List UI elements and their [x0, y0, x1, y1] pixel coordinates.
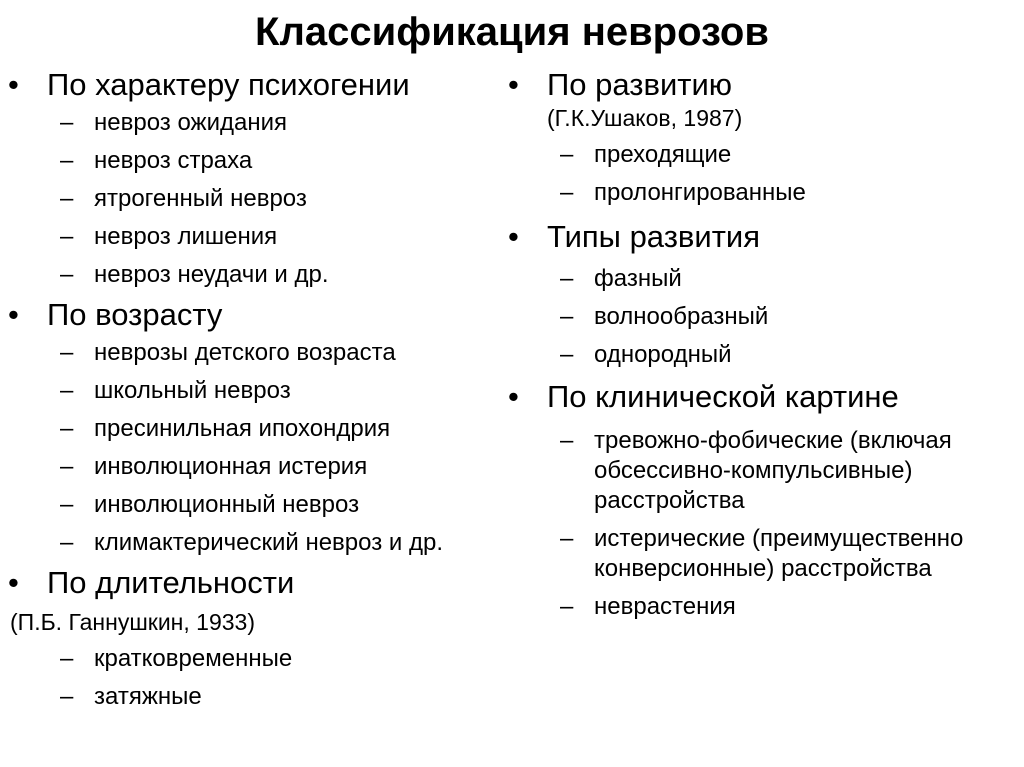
dash-icon: –	[60, 453, 74, 480]
heading-label: По клинической картине	[547, 379, 899, 414]
sublist-item	[0, 682, 500, 712]
dash-icon: –	[560, 525, 574, 552]
dash-icon: –	[560, 141, 574, 168]
sublist-item-label: неврозы детского возраста	[94, 339, 396, 366]
sublist-item-label: климактерический невроз и др.	[94, 529, 443, 556]
bullet-icon: •	[508, 219, 519, 254]
author-note: (П.Б. Ганнушкин, 1933)	[10, 609, 255, 635]
sublist-item	[0, 184, 500, 214]
group-age	[0, 296, 500, 558]
sublist-item	[500, 524, 1020, 584]
dash-icon: –	[560, 303, 574, 330]
sublist-item-label: инволюционный невроз	[94, 491, 360, 518]
dash-icon: –	[60, 377, 74, 404]
sublist-item	[0, 490, 500, 520]
sublist-item-label: истерические (преимущественно конверсионные) расстройства	[594, 525, 964, 582]
heading-label: По развитию	[547, 67, 733, 102]
sublist-item	[500, 140, 1024, 170]
sublist-item	[500, 264, 1024, 294]
sublist-item	[0, 414, 500, 444]
dash-icon: –	[560, 427, 574, 454]
sublist-item-label: пресинильная ипохондрия	[94, 415, 391, 442]
list-item-heading	[500, 218, 1024, 256]
list-item-heading	[0, 564, 500, 602]
bullet-icon: •	[8, 67, 19, 102]
sublist-item	[0, 528, 466, 558]
sublist-item-label: невроз страха	[94, 147, 253, 174]
sublist-item-label: невроз лишения	[94, 223, 278, 250]
dash-icon: –	[60, 529, 74, 556]
dash-icon: –	[60, 415, 74, 442]
dash-icon: –	[60, 147, 74, 174]
dash-icon: –	[60, 339, 74, 366]
dash-icon: –	[560, 593, 574, 620]
sublist-item-label: преходящие	[594, 141, 732, 168]
dash-icon: –	[60, 185, 74, 212]
sublist-item	[0, 146, 500, 176]
dash-icon: –	[560, 179, 574, 206]
sublist-item-label: фазный	[594, 265, 682, 292]
heading-label: Типы развития	[547, 219, 761, 254]
sublist-item	[500, 340, 1024, 370]
sublist-item-label: пролонгированные	[594, 179, 806, 206]
group-psychogeny	[0, 66, 500, 290]
left-column	[0, 66, 500, 720]
dash-icon: –	[560, 341, 574, 368]
sublist-item-label: школьный невроз	[94, 377, 291, 404]
bullet-icon: •	[8, 565, 19, 600]
group-duration	[0, 564, 500, 712]
sublist-item-label: тревожно-фобические (включая обсессивно-компульсивные) расстройства	[594, 427, 952, 514]
group-clinical-picture	[500, 378, 1024, 622]
sublist-item	[0, 644, 500, 674]
heading-label: По характеру психогении	[47, 67, 410, 102]
bullet-icon: •	[508, 379, 519, 414]
sublist-item-label: кратковременные	[94, 645, 293, 672]
sublist-item	[0, 376, 500, 406]
sublist-item-label: невроз ожидания	[94, 109, 287, 136]
sublist-item-label: затяжные	[94, 683, 202, 710]
bullet-icon: •	[508, 67, 519, 102]
sublist-item	[0, 338, 500, 368]
page-title: Классификация неврозов	[255, 10, 769, 54]
sublist-item-label: ятрогенный невроз	[94, 185, 307, 212]
dash-icon: –	[60, 223, 74, 250]
dash-icon: –	[560, 265, 574, 292]
heading-label: По возрасту	[47, 297, 223, 332]
heading-label: По длительности	[47, 565, 295, 600]
bullet-icon: •	[8, 297, 19, 332]
list-item-heading	[500, 66, 1024, 104]
sublist-item	[500, 302, 1024, 332]
sublist-item-label: волнообразный	[594, 303, 769, 330]
dash-icon: –	[60, 645, 74, 672]
right-column	[500, 66, 1024, 630]
group-development	[500, 66, 1024, 208]
sublist-item-label: невроз неудачи и др.	[94, 261, 329, 288]
dash-icon: –	[60, 683, 74, 710]
dash-icon: –	[60, 261, 74, 288]
list-item-heading	[500, 378, 1024, 416]
sublist-item	[0, 452, 500, 482]
sublist-item	[0, 222, 500, 252]
list-item-heading	[0, 66, 500, 104]
sublist-item-label: однородный	[594, 341, 732, 368]
dash-icon: –	[60, 491, 74, 518]
author-note: (Г.К.Ушаков, 1987)	[547, 105, 743, 131]
sublist-item	[500, 592, 1024, 622]
group-development-types	[500, 218, 1024, 370]
sublist-item-label: инволюционная истерия	[94, 453, 368, 480]
sublist-item	[500, 178, 1024, 208]
sublist-item	[500, 426, 1020, 516]
sublist-item	[0, 108, 500, 138]
sublist-item-label: неврастения	[594, 593, 736, 620]
sublist-item	[0, 260, 500, 290]
dash-icon: –	[60, 109, 74, 136]
list-item-heading	[0, 296, 500, 334]
